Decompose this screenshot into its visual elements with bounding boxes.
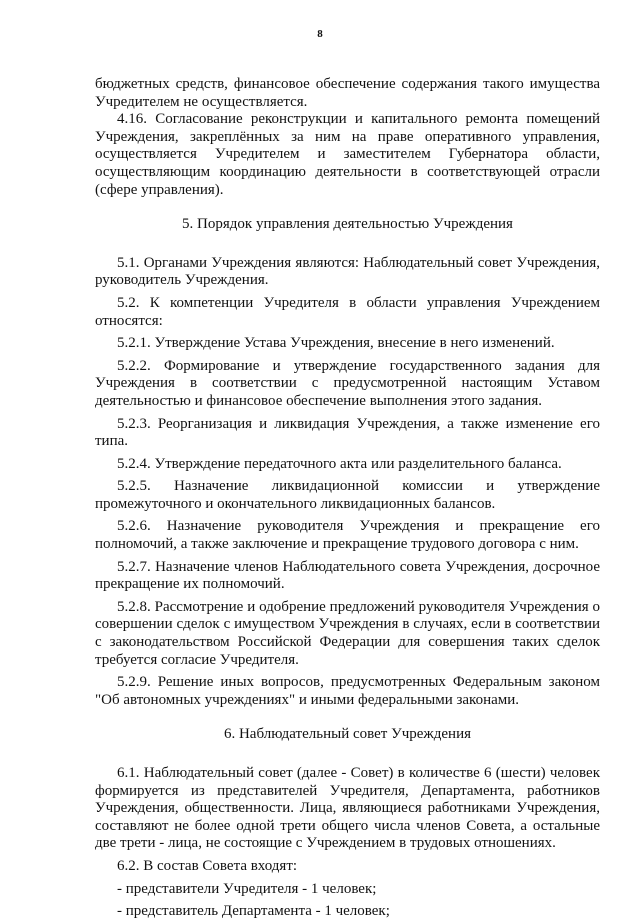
paragraph: 6.2. В состав Совета входят: [117, 857, 298, 874]
section-heading: 6. Наблюдательный совет Учреждения [223, 726, 472, 743]
document-body [95, 76, 600, 921]
page-number: 8 [317, 28, 323, 40]
paragraph: 5.2.6. Назначение руководителя Учреждения и прекращение его полномочий, а также заключение и прекращение трудового договора с ним. [95, 518, 600, 553]
paragraph: 5.2.7. Назначение членов Наблюдательного совета Учреждения, досрочное прекращение их полномочий. [95, 558, 600, 593]
paragraph: 5.2.1. Утверждение Устава Учреждения, внесение в него изменений. [117, 335, 555, 352]
paragraph: бюджетных средств, финансовое обеспечение содержания такого имущества Учредителем не осуществляется. [95, 76, 600, 110]
paragraph: 5.2.8. Рассмотрение и одобрение предложений руководителя Учреждения о совершении сделок с имуществом Учреждения в случаях, если в соответствии с законодательством Российской Федерации для совершения таких сделок требуется согласие Учредителя. [95, 598, 600, 668]
paragraph: 4.16. Согласование реконструкции и капитального ремонта помещений Учреждения, закреплённых за ним на праве оперативного управления, осуществляется Учредителем и заместителем Губернатора области, осуществляющим координацию деятельности в соответствующей отрасли (сфере управления). [95, 111, 600, 198]
paragraph: 5.2.5. Назначение ликвидационной комиссии и утверждение промежуточного и окончательного ликвидационных балансов. [95, 478, 600, 512]
paragraph: 5.2.2. Формирование и утверждение государственного задания для Учреждения в соответствии с предусмотренной настоящим Уставом деятельностью и финансовое обеспечение выполнения этого задания. [95, 357, 600, 409]
list-item: - представитель Департамента - 1 человек; [117, 903, 390, 920]
list-item: - представители Учредителя - 1 человек; [117, 880, 377, 897]
section-heading: 5. Порядок управления деятельностью Учреждения [182, 216, 513, 233]
paragraph: 5.2.3. Реорганизация и ликвидация Учреждения, а также изменение его типа. [95, 415, 600, 450]
paragraph: 6.1. Наблюдательный совет (далее - Совет) в количестве 6 (шести) человек формируется из представителей Учредителя, Департамента, работников Учреждения, общественности. Лица, являющиеся работниками Учреждения, составляют не более одной трети общего числа членов Совета, а остальные две трети - лица, не состоящие с Учреждением в трудовых отношениях. [95, 765, 600, 852]
paragraph: 5.2.9. Решение иных вопросов, предусмотренных Федеральным законом "Об автономных учреждениях" и иными федеральными законами. [95, 674, 600, 708]
paragraph: 5.1. Органами Учреждения являются: Наблюдательный совет Учреждения, руководитель Учреждения. [95, 254, 600, 289]
paragraph: 5.2.4. Утверждение передаточного акта или разделительного баланса. [117, 455, 562, 472]
paragraph: 5.2. К компетенции Учредителя в области управления Учреждением относятся: [95, 294, 600, 329]
